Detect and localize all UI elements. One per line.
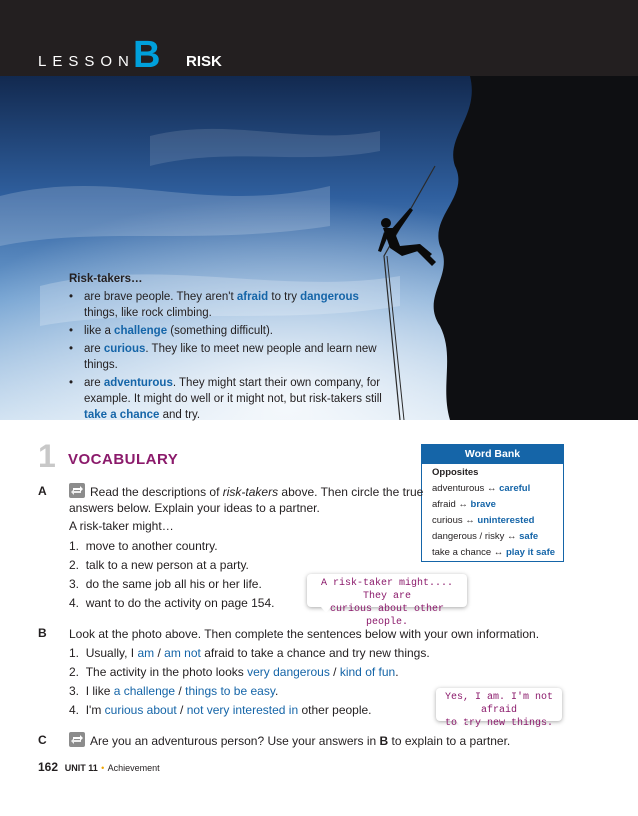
- item-text[interactable]: move to another country.: [85, 539, 218, 553]
- item-text: are brave people. They aren't: [84, 291, 237, 303]
- word-right: play it safe: [505, 547, 556, 558]
- choice-option[interactable]: very dangerous: [247, 665, 330, 679]
- word-bank-row: [422, 513, 563, 529]
- item-text: are: [84, 343, 104, 355]
- arrow-icon: ↔: [493, 547, 504, 558]
- choice-separator: /: [176, 703, 187, 717]
- list-item: [69, 375, 389, 423]
- instruction-emphasis: risk-takers: [222, 485, 279, 499]
- exercise-b-letter: B: [38, 626, 47, 640]
- risk-takers-heading: Risk-takers…: [69, 273, 143, 285]
- page-number: 162: [38, 760, 59, 774]
- risk-takers-list: [69, 289, 389, 423]
- item-text: and try.: [159, 409, 201, 421]
- item-text[interactable]: do the same job all his or her life.: [85, 577, 262, 591]
- item-text: things, like rock climbing.: [84, 307, 212, 319]
- word-bank-row: [422, 481, 563, 497]
- item-text: Usually, I: [85, 646, 138, 660]
- word-left: afraid: [432, 499, 456, 510]
- word-left: dangerous / risky: [432, 531, 505, 542]
- choice-separator: /: [175, 684, 186, 698]
- speech-bubble-a: [307, 574, 467, 628]
- choice-option[interactable]: am not: [164, 646, 201, 660]
- bubble-tail: [456, 721, 466, 727]
- item-text[interactable]: talk to a new person at a party.: [85, 558, 249, 572]
- pair-work-icon: [69, 483, 85, 498]
- item-number: 4.: [69, 596, 80, 610]
- word-bank: [421, 444, 564, 562]
- choice-option[interactable]: am: [137, 646, 155, 660]
- arrow-icon: ↔: [506, 531, 517, 542]
- instruction-text: Read the descriptions of: [90, 485, 223, 499]
- item-number: 2.: [69, 558, 80, 572]
- word-right: careful: [499, 483, 531, 494]
- word-bank-title: Word Bank: [422, 445, 563, 464]
- lesson-label: LESSON: [38, 53, 135, 70]
- list-item: [69, 538, 218, 554]
- word-right: safe: [519, 531, 539, 542]
- keyword-curious: curious: [103, 343, 146, 355]
- bullet-icon: •: [69, 377, 74, 389]
- item-text: to try: [268, 291, 301, 303]
- word-right: uninterested: [477, 515, 535, 526]
- word-bank-row: [422, 529, 563, 545]
- exercise-a-letter: A: [38, 484, 47, 498]
- item-text: . They like to meet new people and learn new things.: [84, 343, 377, 371]
- arrow-icon: ↔: [486, 483, 497, 494]
- section-title: VOCABULARY: [68, 451, 179, 468]
- page-footer: [38, 760, 160, 774]
- keyword-adventurous: adventurous: [103, 377, 173, 389]
- unit-title: Achievement: [107, 763, 160, 773]
- keyword-take-a-chance: take a chance: [84, 409, 160, 421]
- lesson-letter: B: [133, 34, 161, 76]
- item-text: . They might start their own company, for example. It might do well or it might not, but risk-takers still: [84, 377, 382, 405]
- keyword-dangerous: dangerous: [300, 291, 359, 303]
- item-number: 3.: [69, 684, 80, 698]
- word-left: adventurous: [432, 483, 485, 494]
- bubble-text: curious about other people.: [329, 604, 445, 628]
- item-text: (something difficult).: [167, 325, 273, 337]
- exercise-a-instruction-cont: answers below. Explain your ideas to a partner.: [69, 501, 320, 515]
- list-item: [69, 557, 249, 573]
- word-bank-row: [422, 545, 563, 561]
- choice-option[interactable]: things to be easy: [185, 684, 275, 698]
- word-bank-row: [422, 497, 563, 513]
- exercise-b-instruction: Look at the photo above. Then complete the sentences below with your own information.: [69, 627, 540, 641]
- word-bank-subtitle: Opposites: [432, 467, 479, 478]
- lesson-header: [0, 0, 638, 76]
- item-text: .: [274, 684, 279, 698]
- list-item: [69, 595, 274, 611]
- choice-option[interactable]: curious about: [104, 703, 177, 717]
- instruction-text: to explain to a partner.: [388, 734, 511, 748]
- arrow-icon: ↔: [458, 499, 468, 510]
- bubble-text: to try new things.: [444, 718, 554, 729]
- lesson-title: RISK: [186, 53, 222, 70]
- item-number: 1.: [69, 646, 80, 660]
- keyword-afraid: afraid: [236, 291, 269, 303]
- item-text: afraid to take a chance and try new things.: [200, 646, 430, 660]
- bubble-text: Yes, I am. I'm not afraid: [444, 692, 554, 716]
- list-item: [69, 323, 389, 339]
- section-number: 1: [38, 438, 56, 474]
- list-item: [69, 683, 278, 699]
- exercise-a-instruction: [90, 484, 423, 500]
- item-text: I like: [85, 684, 114, 698]
- exercise-c-instruction: [90, 733, 510, 749]
- exercise-a-lead: A risk-taker might…: [69, 519, 174, 533]
- pair-work-icon: [69, 732, 85, 747]
- item-text: are: [84, 377, 104, 389]
- risk-takers-description: [69, 271, 389, 425]
- unit-label: UNIT 11: [64, 763, 98, 773]
- item-text: like a: [84, 325, 115, 337]
- item-number: 1.: [69, 539, 80, 553]
- footer-dot: •: [101, 763, 105, 773]
- choice-separator: /: [329, 665, 340, 679]
- exercise-c-letter: C: [38, 733, 47, 747]
- choice-option[interactable]: kind of fun: [339, 665, 396, 679]
- word-left: take a chance: [432, 547, 492, 558]
- bubble-tail: [321, 607, 331, 613]
- item-number: 3.: [69, 577, 80, 591]
- list-item: [69, 289, 389, 321]
- list-item: [69, 702, 372, 718]
- list-item: [69, 341, 389, 373]
- choice-separator: /: [154, 646, 165, 660]
- bubble-text: A risk-taker might.... They are: [320, 578, 454, 602]
- bullet-icon: •: [69, 291, 74, 303]
- item-number: 4.: [69, 703, 80, 717]
- list-item: [69, 645, 430, 661]
- item-text: The activity in the photo looks: [85, 665, 248, 679]
- speech-bubble-b: [436, 688, 562, 729]
- item-text: other people.: [298, 703, 372, 717]
- bullet-icon: •: [69, 343, 74, 355]
- item-number: 2.: [69, 665, 80, 679]
- instruction-emphasis: B: [379, 734, 389, 748]
- arrow-icon: ↔: [465, 515, 475, 526]
- choice-option[interactable]: not very interested in: [186, 703, 299, 717]
- bullet-icon: •: [69, 325, 74, 337]
- word-right: brave: [470, 499, 496, 510]
- item-text: I'm: [85, 703, 105, 717]
- instruction-text: above. Then circle the true: [278, 485, 424, 499]
- item-text: .: [395, 665, 399, 679]
- item-text[interactable]: want to do the activity on page 154.: [85, 596, 275, 610]
- instruction-text: Are you an adventurous person? Use your answers in: [90, 734, 380, 748]
- list-item: [69, 576, 262, 592]
- choice-option[interactable]: a challenge: [113, 684, 176, 698]
- keyword-challenge: challenge: [114, 325, 168, 337]
- word-left: curious: [432, 515, 463, 526]
- list-item: [69, 664, 399, 680]
